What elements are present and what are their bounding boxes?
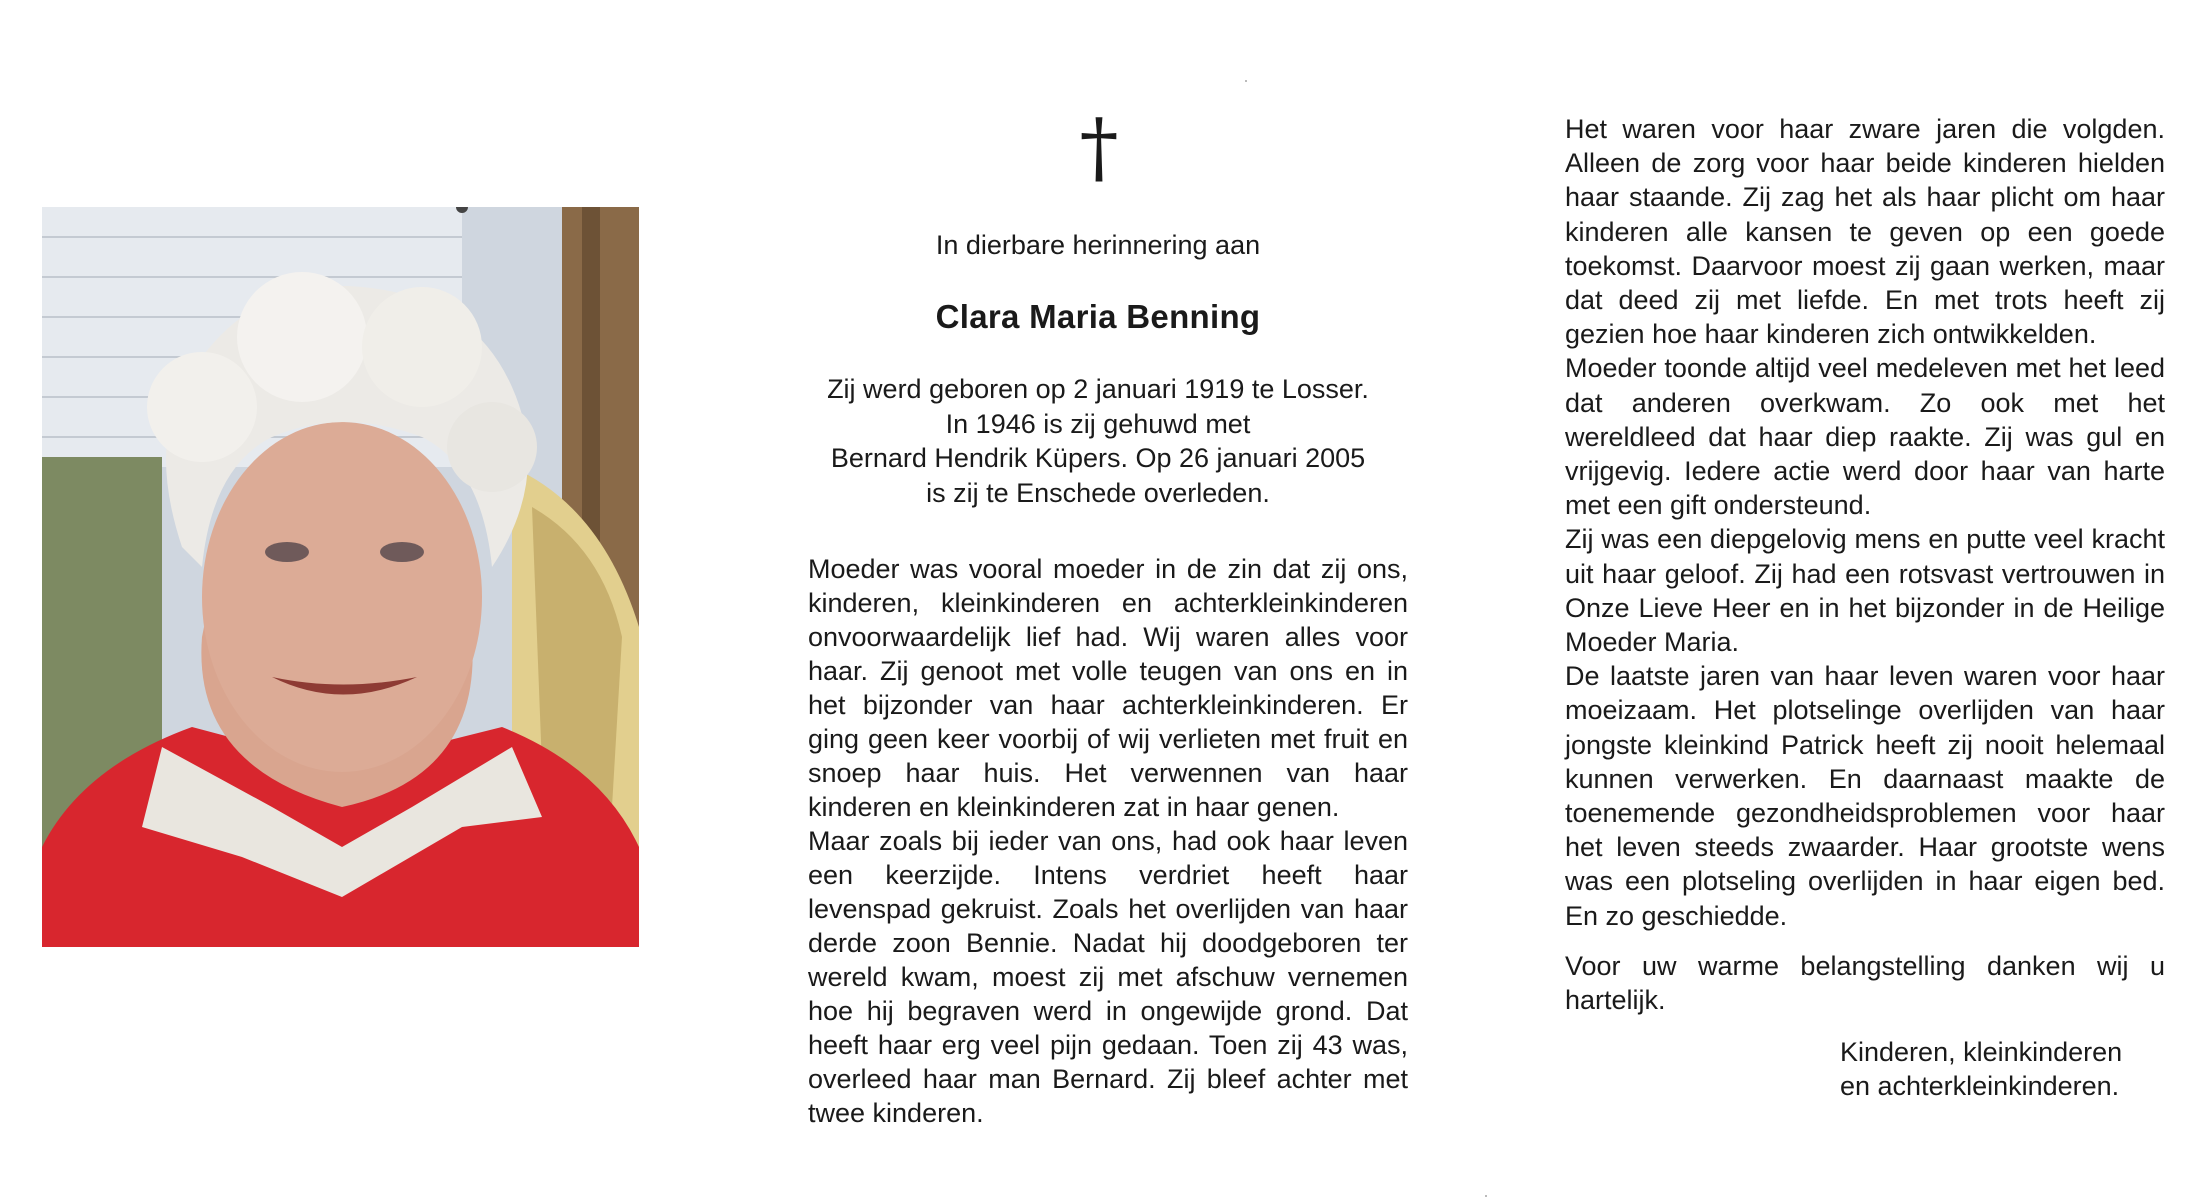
portrait-photo — [42, 207, 639, 947]
biography-paragraph: De laatste jaren van haar leven waren voor haar moeizaam. Het plotselinge overlijden van haar jongste kleinkind Patrick heeft zij nooit helemaal kunnen verwerken. En daarnaast maakte de toenemende gezondheidsproblemen voor haar het leven steeds zwaarder. Haar grootste wens was een plotseling overlijden in haar eigen bed. En zo geschiedde. — [1565, 661, 2165, 931]
biography-paragraph: Maar zoals bij ieder van ons, had ook haar leven een keerzijde. Intens verdriet heeft haar levenspad gekruist. Zoals het overlijden van haar derde zoon Bennie. Nadat hij doodgeboren ter wereld kwam, moest zij met afschuw vernemen hoe hij begraven werd in ongewijde grond. Dat heeft haar erg veel pijn gedaan. Toen zij 43 was, overleed haar man Bernard. Zij bleef achter met twee kinderen. — [808, 826, 1408, 1128]
scan-speck — [1485, 1195, 1487, 1197]
thanks-text: Voor uw warme belangstelling danken wij u hartelijk. — [1565, 950, 2165, 1016]
cross-icon: † — [1079, 103, 1119, 193]
biography-paragraph: Het waren voor haar zware jaren die volgden. Alleen de zorg voor haar beide kinderen hielden haar staande. Zij zag het als haar plicht om haar kinderen alle kansen te geven op een goede toekomst. Daarvoor moest zij gaan werken, maar dat deed zij met liefde. En met trots heeft zij gezien hoe haar kinderen zich ontwikkelden. — [1565, 114, 2165, 350]
intro-text: In dierbare herinnering aan — [935, 230, 1261, 260]
biography-paragraph: Moeder toonde altijd veel medeleven met het leed dat anderen overkwam. Zo ook met het wereldleed dat haar diep raakte. Zij was gul en vrijgevig. Iedere actie werd door haar van harte met een gift ondersteund. — [1565, 353, 2165, 521]
biography-paragraph: Moeder was vooral moeder in de zin dat zij ons, kinderen, kleinkinderen en achterkleinkinderen onvoorwaardelijk lief had. Wij waren alles voor haar. Zij genoot met volle teugen van ons en in het bijzonder van haar achterkleinkinderen. Er ging geen keer voorbij of wij verlieten met fruit en snoep haar huis. Het verwennen van haar kinderen en kleinkinderen zat in haar genen. — [808, 554, 1408, 822]
signature — [1840, 1035, 2165, 1103]
fact-line: In 1946 is zij gehuwd met — [945, 408, 1251, 439]
middle-column — [808, 103, 1408, 1130]
portrait-illustration — [42, 207, 639, 947]
scan-speck — [1245, 80, 1247, 82]
right-column — [1565, 112, 2165, 1103]
biography-paragraph: Zij was een diepgelovig mens en putte veel kracht uit haar geloof. Zij had een rotsvast vertrouwen in Onze Lieve Heer en in het bijzonder in de Heilige Moeder Maria. — [1565, 524, 2165, 658]
fact-line: is zij te Enschede overleden. — [926, 477, 1270, 508]
life-facts — [788, 372, 1408, 510]
fact-line: Zij werd geboren op 2 januari 1919 te Losser. — [827, 374, 1369, 404]
signature-line: Kinderen, kleinkinderen — [1840, 1037, 2123, 1068]
biography-left — [808, 552, 1408, 1130]
signature-line: en achterkleinkinderen. — [1840, 1071, 2120, 1102]
fact-line: Bernard Hendrik Küpers. Op 26 januari 2005 — [830, 443, 1366, 473]
deceased-name: Clara Maria Benning — [935, 298, 1261, 335]
